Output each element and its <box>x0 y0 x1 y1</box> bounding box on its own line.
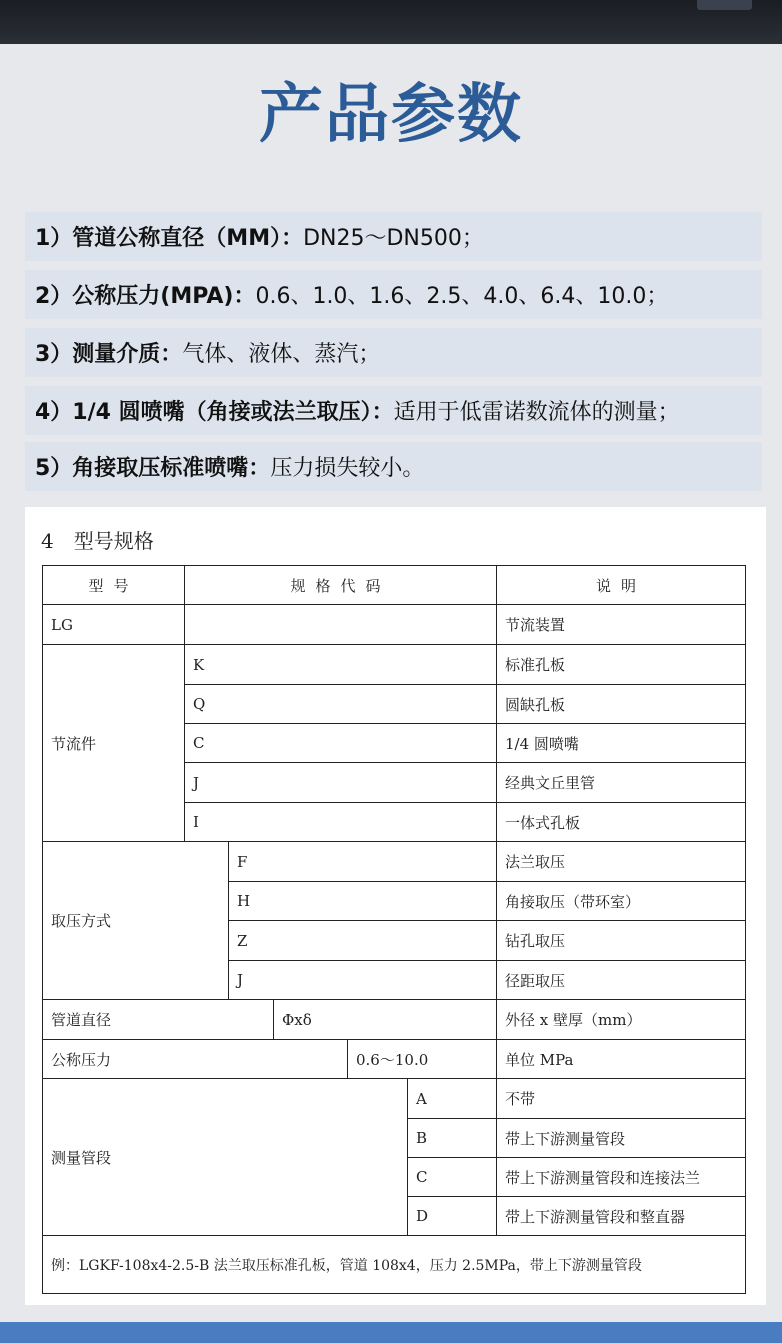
param-row-pressure <box>25 270 762 319</box>
throttle-code: I <box>184 802 497 842</box>
lg-code <box>184 604 497 645</box>
section-code: D <box>407 1196 497 1236</box>
spec-table <box>42 565 746 1294</box>
header-code: 规格代码 <box>184 565 497 605</box>
section-code: A <box>407 1078 497 1119</box>
throttle-code: C <box>184 723 497 763</box>
param-value: DN25～DN500； <box>303 226 484 251</box>
throttle-desc: 经典文丘里管 <box>496 762 746 803</box>
spec-heading: 4 型号规格 <box>41 529 154 553</box>
section-code: B <box>407 1118 497 1158</box>
header-model: 型号 <box>42 565 185 605</box>
example-note: 例：LGKF-108x4-2.5-B 法兰取压标准孔板，管道 108x4，压力 2.5MPa，带上下游测量管段 <box>42 1235 746 1294</box>
section-code: C <box>407 1157 497 1197</box>
section-desc: 带上下游测量管段和整直器 <box>496 1196 746 1236</box>
pipe-label: 管道直径 <box>42 999 274 1040</box>
tap-code: Z <box>228 920 497 961</box>
throttle-desc: 标准孔板 <box>496 644 746 685</box>
tap-desc: 角接取压（带环室） <box>496 881 746 921</box>
throttle-code: Q <box>184 684 497 724</box>
section-desc: 带上下游测量管段和连接法兰 <box>496 1157 746 1197</box>
tap-label: 取压方式 <box>42 841 229 1000</box>
param-label: 2）公称压力(MPA)： <box>35 284 256 309</box>
top-bar-accent <box>697 0 752 10</box>
pressure-label: 公称压力 <box>42 1039 348 1079</box>
top-bar <box>0 0 782 44</box>
spec-panel <box>25 507 766 1305</box>
tap-desc: 径距取压 <box>496 960 746 1000</box>
param-label: 1）管道公称直径（MM）： <box>35 226 304 251</box>
throttle-desc: 圆缺孔板 <box>496 684 746 724</box>
param-value: 0.6、1.0、1.6、2.5、4.0、6.4、10.0； <box>255 284 669 309</box>
tap-code: H <box>228 881 497 921</box>
lg-desc: 节流装置 <box>496 604 746 645</box>
throttle-desc: 1/4 圆喷嘴 <box>496 723 746 763</box>
section-desc: 带上下游测量管段 <box>496 1118 746 1158</box>
throttle-code: J <box>184 762 497 803</box>
pipe-desc: 外径 x 壁厚（mm） <box>496 999 746 1040</box>
page-title: 产品参数 <box>259 78 523 152</box>
section-label: 测量管段 <box>42 1078 408 1236</box>
tap-code: F <box>228 841 497 882</box>
pipe-code: Φxδ <box>273 999 497 1040</box>
param-row-medium <box>25 328 762 377</box>
param-label: 5）角接取压标准喷嘴： <box>35 456 271 481</box>
section-desc: 不带 <box>496 1078 746 1119</box>
tap-desc: 钻孔取压 <box>496 920 746 961</box>
bottom-bar <box>0 1322 782 1343</box>
pressure-desc: 单位 MPa <box>496 1039 746 1079</box>
tap-code: J <box>228 960 497 1000</box>
header-desc: 说明 <box>496 565 746 605</box>
param-label: 4）1/4 圆喷嘴（角接或法兰取压）： <box>35 400 394 425</box>
throttle-label: 节流件 <box>42 644 185 842</box>
param-value: 气体、液体、蒸汽； <box>182 342 381 367</box>
param-row-nozzle <box>25 386 762 435</box>
tap-desc: 法兰取压 <box>496 841 746 882</box>
pressure-code: 0.6～10.0 <box>347 1039 497 1079</box>
param-value: 压力损失较小。 <box>270 456 425 481</box>
param-row-diameter <box>25 212 762 261</box>
param-row-corner-tap <box>25 442 762 491</box>
throttle-code: K <box>184 644 497 685</box>
param-label: 3）测量介质： <box>35 342 183 367</box>
param-value: 适用于低雷诺数流体的测量； <box>393 400 680 425</box>
lg-model: LG <box>42 604 185 645</box>
throttle-desc: 一体式孔板 <box>496 802 746 842</box>
